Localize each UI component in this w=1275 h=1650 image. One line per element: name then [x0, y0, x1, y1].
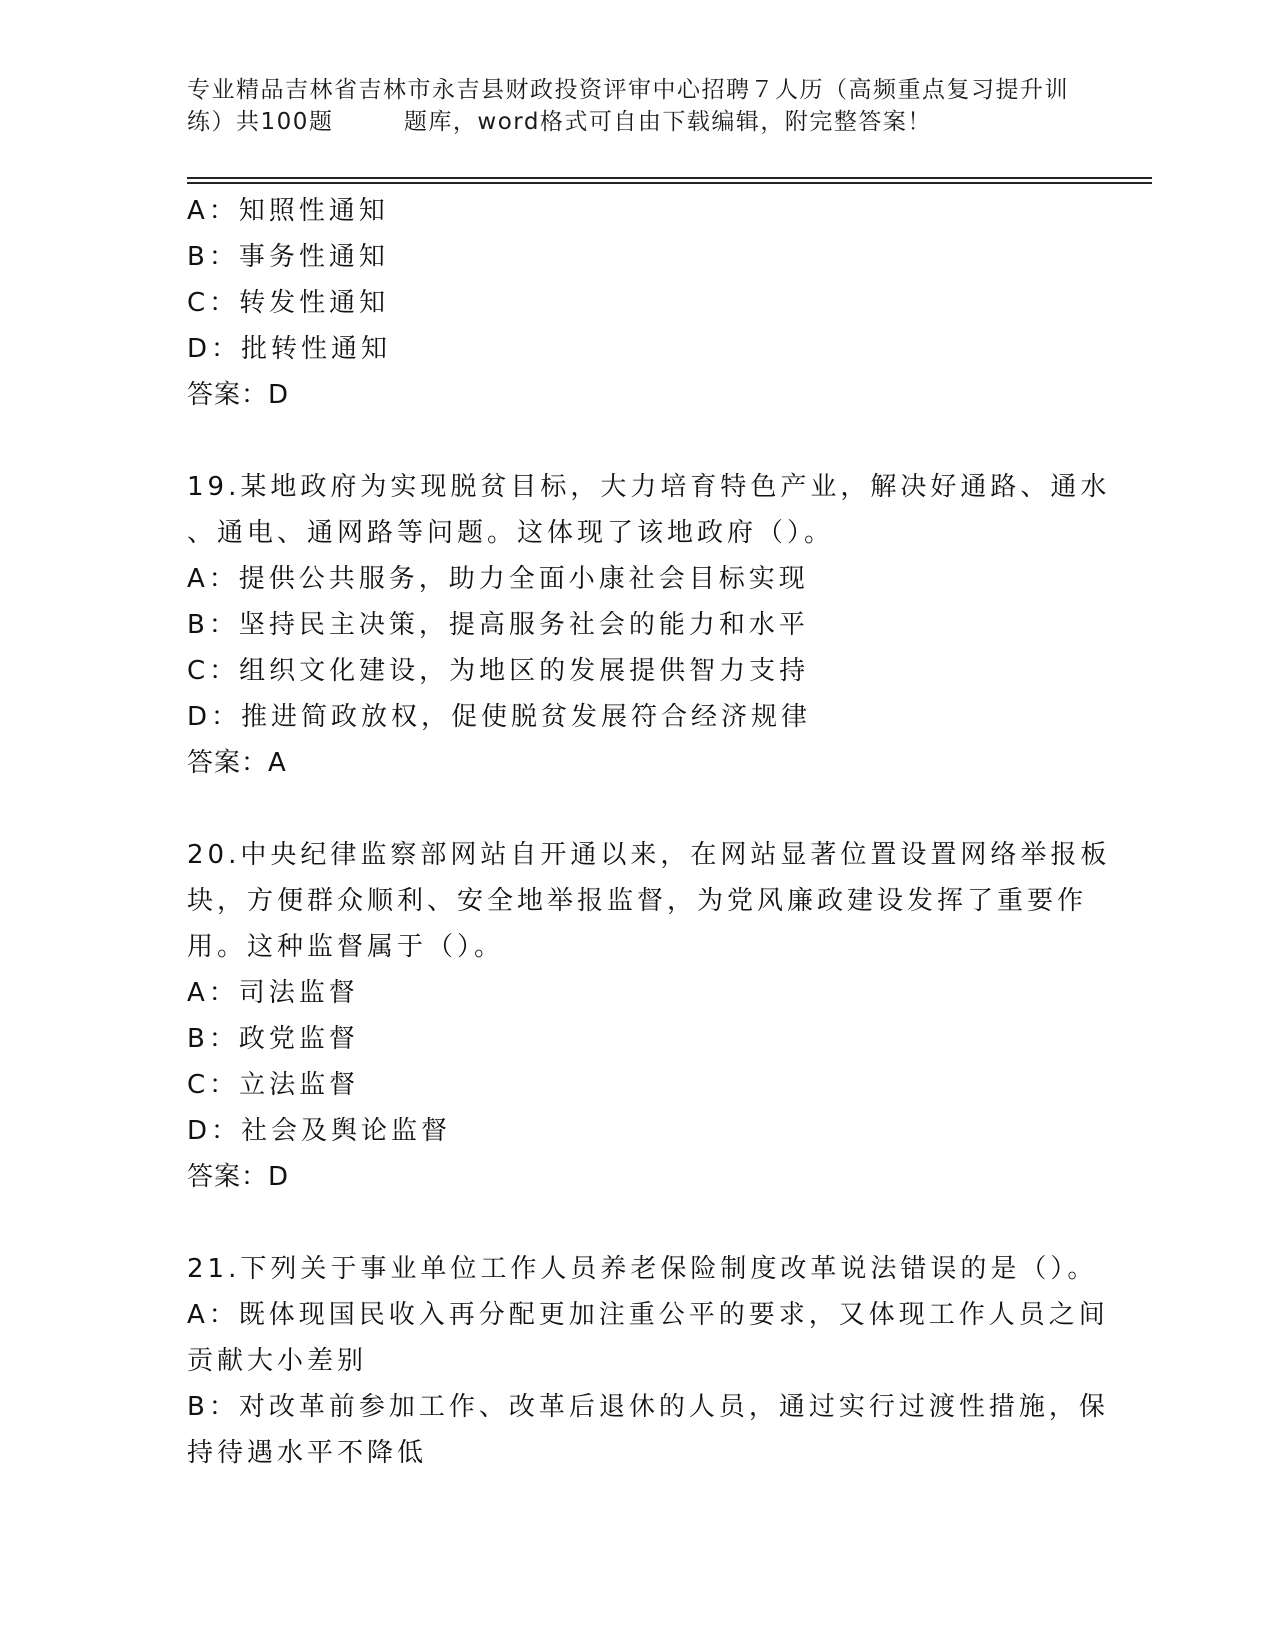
option-b: B：事务性通知 — [187, 242, 389, 272]
option-c: C：组织文化建设，为地区的发展提供智力支持 — [187, 656, 810, 686]
option-b: B：对改革前参加工作、改革后退休的人员，通过实行过渡性措施，保 — [187, 1392, 1109, 1422]
question-stem: 21.下列关于事业单位工作人员养老保险制度改革说法错误的是（）。 — [187, 1254, 1098, 1284]
question-19 — [187, 464, 1111, 786]
question-stem: 19.某地政府为实现脱贫目标，大力培育特色产业，解决好通路、通水 — [187, 472, 1111, 502]
question-stem: 块，方便群众顺利、安全地举报监督，为党风廉政建设发挥了重要作 — [187, 886, 1088, 916]
answer-label: 答案：D — [187, 1162, 290, 1192]
option-c: C：立法监督 — [187, 1070, 360, 1100]
question-stem: 用。这种监督属于（）。 — [187, 932, 505, 962]
option-a: A：知照性通知 — [187, 196, 389, 226]
option-d: D：社会及舆论监督 — [187, 1116, 452, 1146]
option-d: D：推进简政放权，促使脱贫发展符合经济规律 — [187, 702, 812, 732]
option-a-continued: 贡献大小差别 — [187, 1346, 368, 1376]
option-b: B：政党监督 — [187, 1024, 359, 1054]
option-b-continued: 持待遇水平不降低 — [187, 1438, 428, 1468]
question-20 — [187, 832, 1111, 1200]
header-title-line-2: 练）共100题 题库，word格式可自由下载编辑，附完整答案！ — [187, 109, 932, 135]
option-a: A：既体现国民收入再分配更加注重公平的要求，又体现工作人员之间 — [187, 1300, 1109, 1330]
option-d: D：批转性通知 — [187, 334, 392, 364]
option-a: A：提供公共服务，助力全面小康社会目标实现 — [187, 564, 809, 594]
header-title-line-1: 专业精品吉林省吉林市永吉县财政投资评审中心招聘７人历（高频重点复习提升训 — [187, 77, 1069, 103]
header-divider — [187, 177, 1152, 179]
question-21 — [187, 1246, 1109, 1476]
answer-label: 答案：A — [187, 748, 287, 778]
option-b: B：坚持民主决策，提高服务社会的能力和水平 — [187, 610, 809, 640]
question-content — [187, 188, 1111, 1476]
option-a: A：司法监督 — [187, 978, 359, 1008]
option-c: C：转发性通知 — [187, 288, 390, 318]
header-divider-double — [187, 182, 1152, 184]
question-18 — [187, 188, 1087, 418]
answer-label: 答案：D — [187, 380, 290, 410]
question-stem: 、通电、通网路等问题。这体现了该地政府（）。 — [187, 518, 835, 548]
page-header — [187, 74, 1087, 138]
question-stem: 20.中央纪律监察部网站自开通以来，在网站显著位置设置网络举报板 — [187, 840, 1111, 870]
